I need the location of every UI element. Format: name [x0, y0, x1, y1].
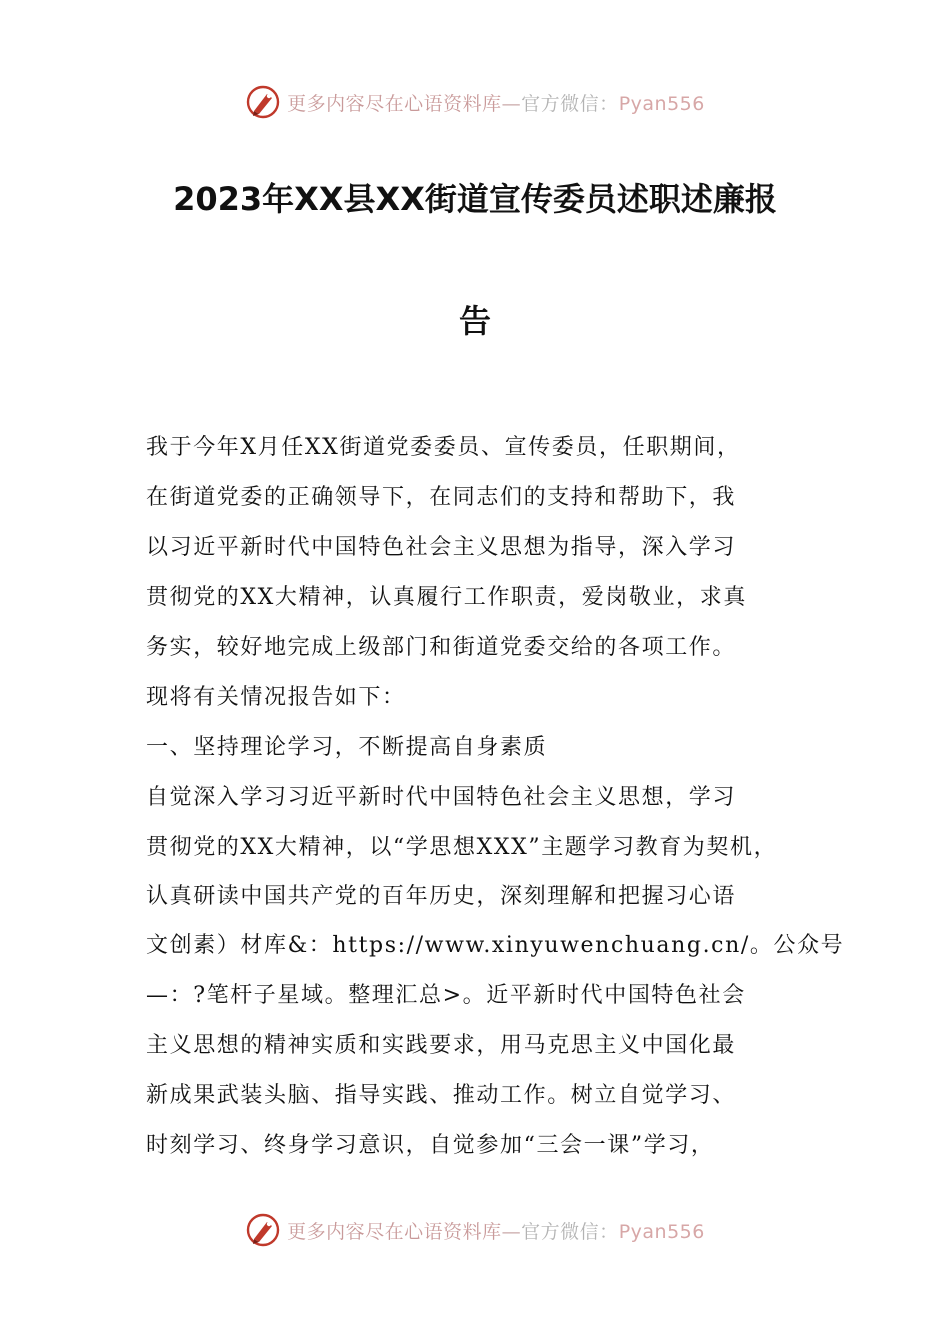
body-line: 贯彻党的XX大精神，认真履行工作职责，爱岗敬业，求真 [146, 585, 747, 610]
body-line: 认真研读中国共产党的百年历史，深刻理解和把握习心语 [146, 884, 737, 909]
watermark-dash: — [501, 1220, 522, 1243]
body-line: 在街道党委的正确领导下，在同志们的支持和帮助下，我 [146, 485, 737, 510]
body-line: 新成果武装头脑、指导实践、推动工作。树立自觉学习、 [146, 1083, 737, 1108]
body-line: 文创素）材库&：https://www.xinyuwenchuang.cn/。公众号 [146, 933, 845, 958]
watermark-banner-top [0, 82, 950, 122]
body-line: 自觉深入学习习近平新时代中国特色社会主义思想，学习 [146, 785, 737, 810]
watermark-main: 更多内容尽在心语资料库 [287, 1220, 502, 1243]
body-line: 以习近平新时代中国特色社会主义思想为指导，深入学习 [146, 535, 737, 560]
watermark-id: Pyan556 [618, 92, 705, 115]
watermark-main: 更多内容尽在心语资料库 [287, 92, 502, 115]
watermark-wx: 官方微信： [521, 1220, 619, 1243]
document-title-line-2: 告 [458, 302, 491, 340]
watermark-text [287, 1217, 705, 1244]
section-heading: 一、坚持理论学习，不断提高自身素质 [146, 735, 548, 760]
body-line: 我于今年X月任XX街道党委委员、宣传委员，任职期间， [146, 435, 741, 460]
pen-nib-logo-icon [245, 84, 281, 120]
watermark-text [287, 89, 705, 116]
body-line: 时刻学习、终身学习意识，自觉参加“三会一课”学习， [146, 1133, 715, 1158]
watermark-wx: 官方微信： [521, 92, 619, 115]
watermark-id: Pyan556 [618, 1220, 705, 1243]
body-line: 务实，较好地完成上级部门和街道党委交给的各项工作。 [146, 635, 737, 660]
body-line: 贯彻党的XX大精神，以“学思想XXX”主题学习教育为契机， [146, 835, 778, 860]
pen-nib-logo-icon [245, 1212, 281, 1248]
body-line: —：?笔杆子星域。整理汇总>。近平新时代中国特色社会 [146, 983, 746, 1008]
body-line: 主义思想的精神实质和实践要求，用马克思主义中国化最 [146, 1033, 737, 1058]
document-title-line-1: 2023年XX县XX街道宣传委员述职述廉报 [173, 180, 777, 218]
watermark-banner-bottom [0, 1210, 950, 1250]
body-line: 现将有关情况报告如下： [146, 685, 406, 710]
watermark-dash: — [501, 92, 522, 115]
